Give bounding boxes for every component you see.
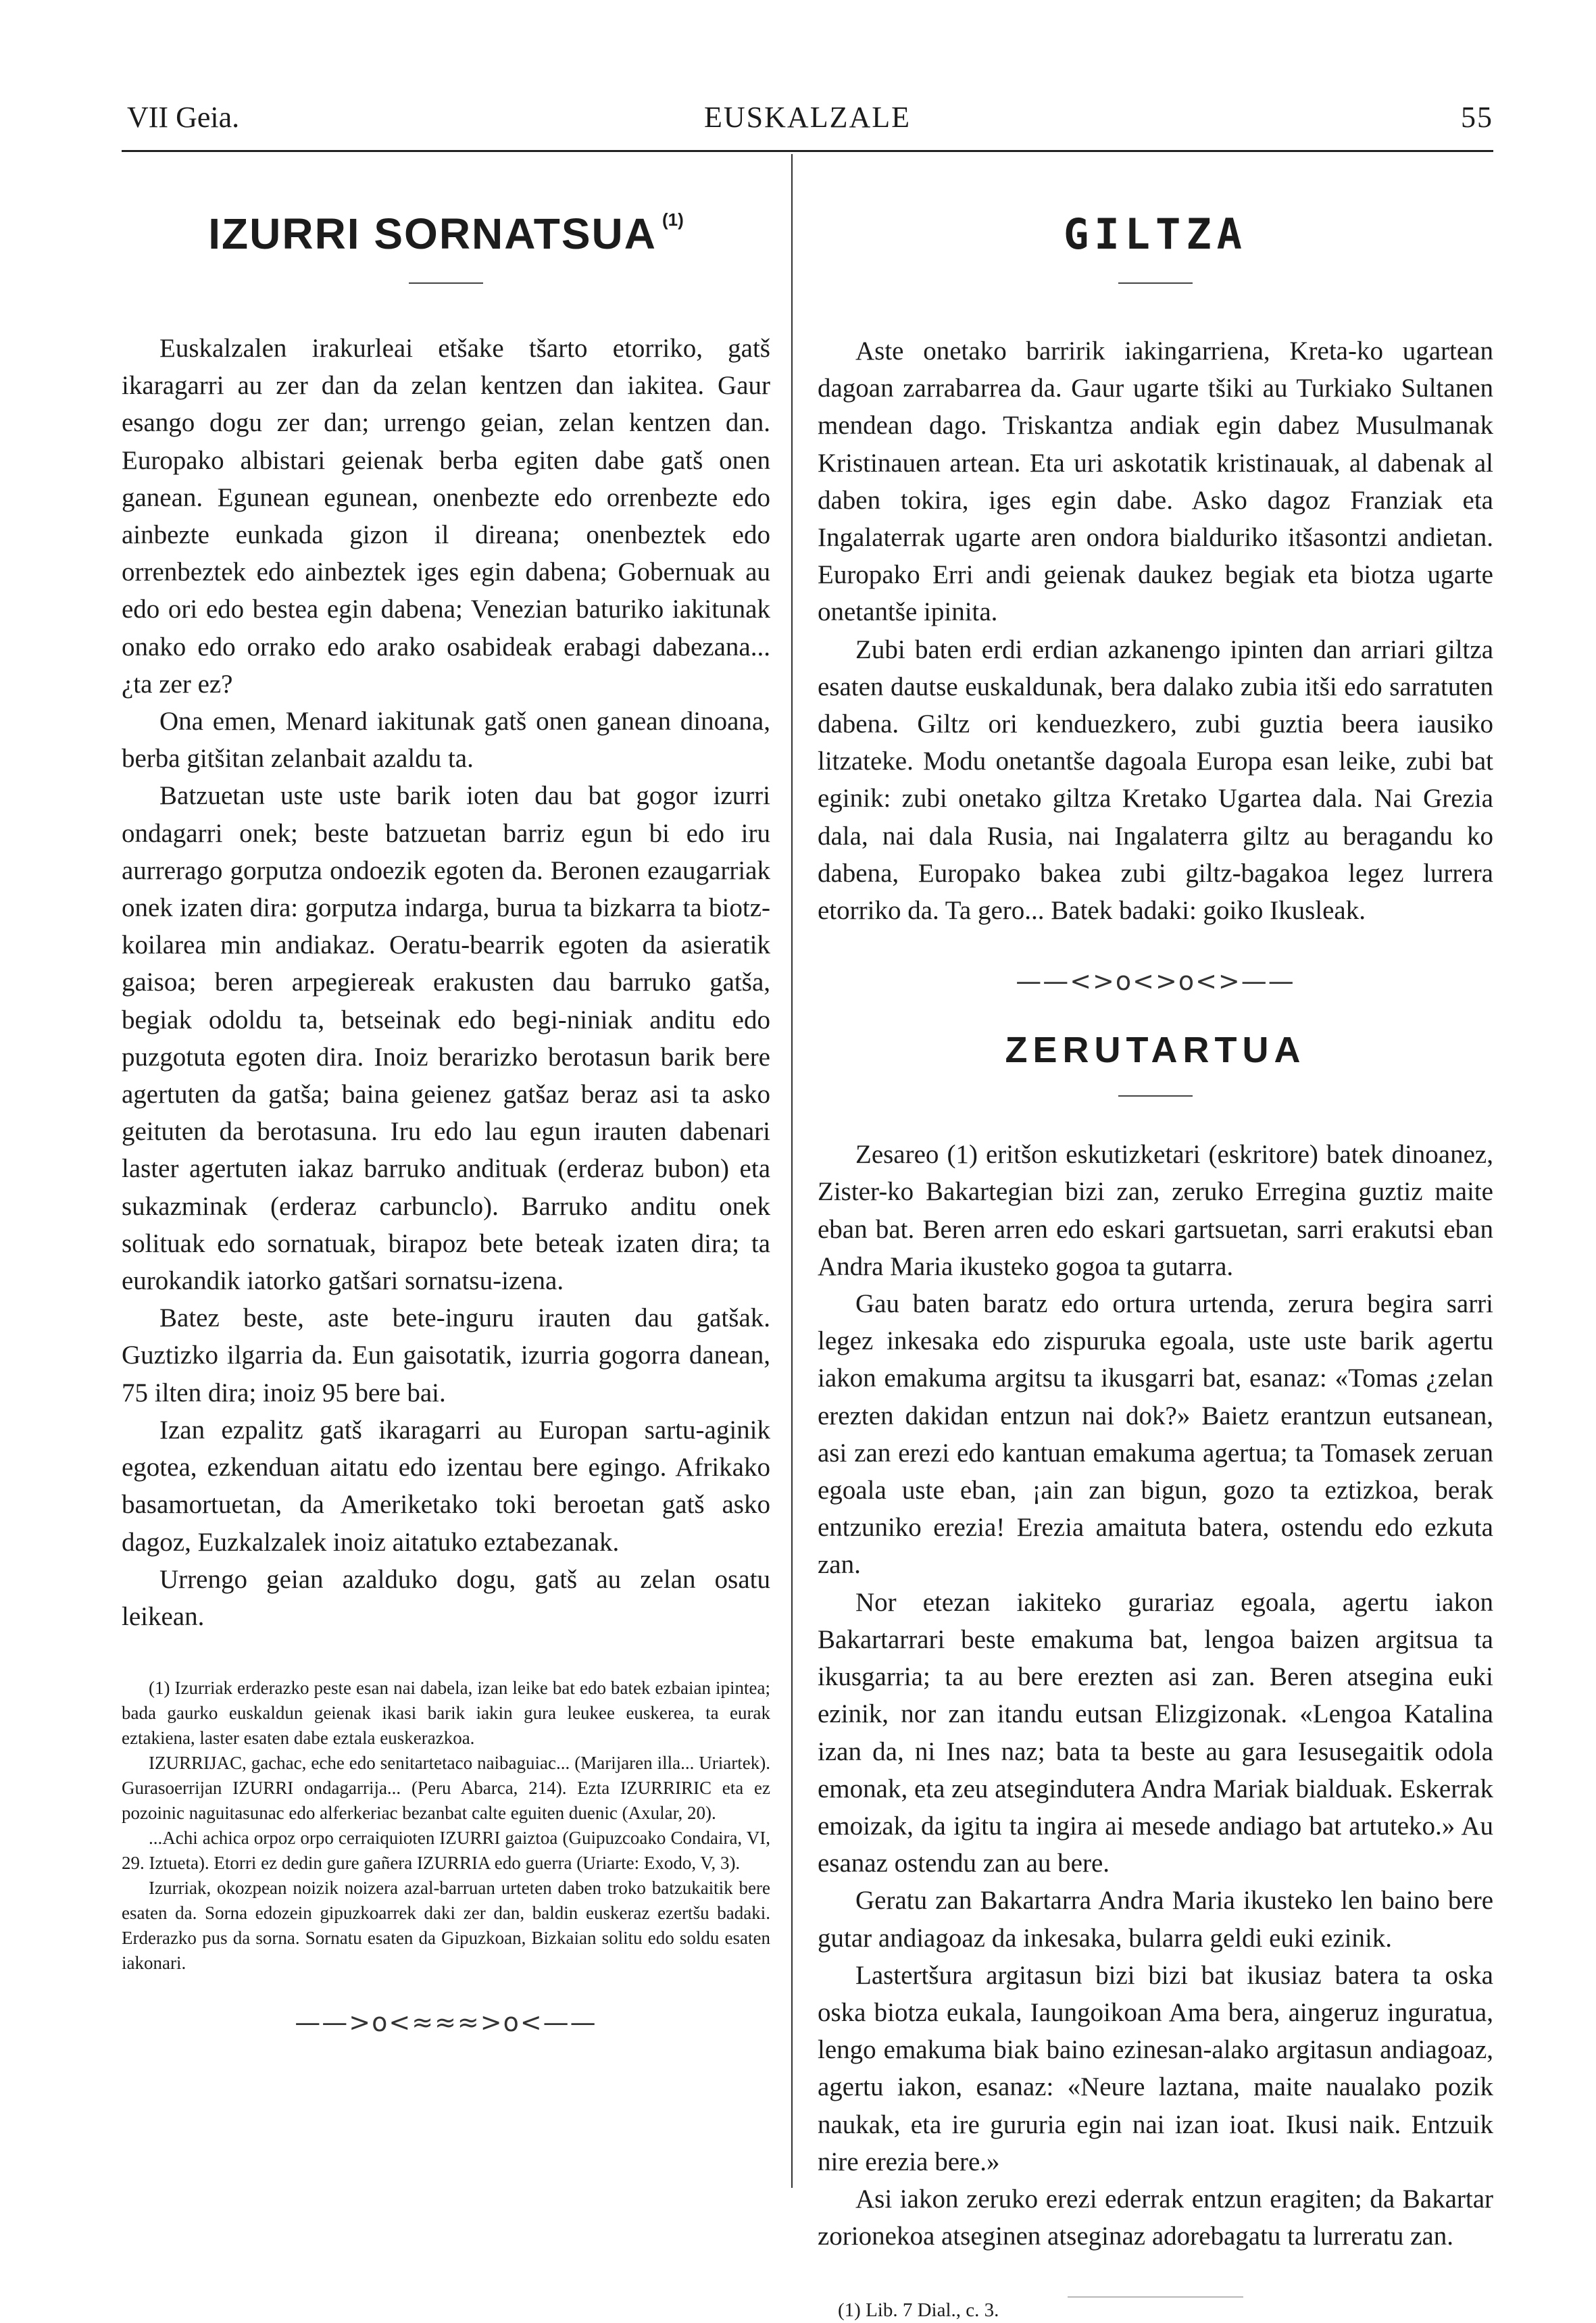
- title-footnote-mark: (1): [662, 209, 684, 230]
- journal-title: EUSKALZALE: [704, 101, 911, 134]
- paragraph: Lastertšura argitasun bizi bizi bat ikusiaz batera ta oska oska biotza eukala, Iaungoikoan Ama bera, aingeruz inguratua, lengo emakuma biak baino ezinesan-alako argitasun andiagoaz, agertu iakon, esanaz: «Neure laztana, maite naualako pozik naukak, eta ire gururia egin nai izan ioat. Ikusi naik. Entzuik nire erezia bere.»: [818, 1960, 1493, 2176]
- footnote: IZURRIJAC, gachac, eche edo senitartetaco naibaguiac... (Marijaren illa... Uriartek). Gurasoerrijan IZURRI ondagarrija... (Peru Abarca, 214). Ezta IZURRIRIC eta ez pozoinic naguitasunac edo alferkeriac bezanbat calte eguiten duenic (Axular, 20).: [122, 1753, 770, 1824]
- left-column: [122, 162, 770, 2038]
- title-rule: [1118, 1095, 1193, 1097]
- article-title-zerutartua: ZERUTARTUA: [1005, 1030, 1306, 1071]
- end-ornament: ——>o<≈≈≈>o<——: [295, 2007, 597, 2038]
- paragraph: Aste onetako barririk iakingarriena, Kreta-ko ugartean dagoan zarrabarrea da. Gaur ugarte tšiki au Turkiako Sultanen mendean dago. Triskantza andiak egin dabez Musulmanak Kristinauen artean. Eta uri askotatik kristinauak, al dabenak al daben tokira, iges egin dabe. Asko dagoz Franziak eta Ingalaterrak ugarte aren ondora bialduriko itšasontzi andietan. Europako Erri andi geienak daukez begiak eta biotza ugarte onetantše ipinita.: [818, 336, 1493, 627]
- column-divider: [791, 154, 793, 2188]
- paragraph: Ona emen, Menard iakitunak gatš onen ganean dinoana, berba gitšitan zelanbait azaldu ta.: [122, 707, 770, 774]
- footnotes: [122, 1676, 770, 1976]
- article-body-giltza: [818, 332, 1493, 929]
- header-rule: [122, 150, 1493, 152]
- footnote-right: [818, 2297, 1493, 2323]
- page-number: 55: [1461, 101, 1493, 134]
- footnote: (1) Izurriak erderazko peste esan nai dabela, izan leike bat edo batek ezbaian ipintea; bada gaurko euskaldun geienak ikasi barik iakin gura leukee euskerea, ta eurak eztakiena, laster esaten dabe eztala euskerazkoa.: [122, 1678, 770, 1749]
- article-title-izurri: [122, 209, 770, 258]
- article-title-giltza: GILTZA: [1064, 209, 1247, 259]
- footnote: ...Achi achica orpoz orpo cerraiquioten IZURRI gaiztoa (Guipuzcoako Condaira, VI, 29. Iztueta). Etorri ez dedin gure gañera IZURRIA edo guerra (Uriarte: Exodo, V, 3).: [122, 1828, 770, 1874]
- paragraph: Geratu zan Bakartarra Andra Maria ikusteko len baino bere gutar andiagoaz da inkesaka, bularra geldi euki ezinik.: [818, 1886, 1493, 1953]
- section-ornament: ——<>o<>o<>——: [1016, 966, 1295, 997]
- paragraph: Batez beste, aste bete-inguru irauten dau gatšak. Guztizko ilgarria da. Eun gaisotatik, izurria gogorra danean, 75 ilten dira; inoiz 95 bere bai.: [122, 1303, 770, 1407]
- title-text: IZURRI SORNATSUA: [208, 209, 657, 258]
- paragraph: Batzuetan uste uste barik ioten dau bat gogor izurri ondagarri onek; beste batzuetan barriz egun bi edo iru aurrerago gorputza ondoezik egoten da. Beronen ezaugarriak onek izaten dira: gorputza indarga, burua ta bizkarra ta biotz-koilarea min andiakaz. Oeratu-bearrik egoten da asieratik gaisoa; beren arpegiereak erakusten dau barruko gatša, begiak odoldu ta, betseinak edo begi-niniak anditu edo puzgotuta egoten dira. Inoiz berarizko berotasun barik bere agertuten da gatša; baina geienez gatšaz beraz asi ta asko geituten da berotasuna. Iru edo lau egun irauten dabenari laster agertuten iakaz barruko andituak (erderaz bubon) eta sukazminak (erderaz carbunclo). Barruko anditu onek solituak edo sornatuak, birapoz bete beteak izaten dira; ta eurokandik iatorko gatšari sornatsu-izena.: [122, 781, 770, 1296]
- right-column: [818, 162, 1493, 2323]
- paragraph: Zesareo (1) eritšon eskutizketari (eskritore) batek dinoanez, Zister-ko Bakartegian bizi zan, zeruko Erregina guztiz maite eban bat. Beren arren edo eskari gartsuetan, sarri erakutsi eban Andra Maria ikusteko gogoa ta gutarra.: [818, 1140, 1493, 1281]
- footnote-mark: (1): [838, 2299, 861, 2322]
- article-body-zerutartua: [818, 1136, 1493, 2255]
- article-body-izurri: [122, 330, 770, 1635]
- title-rule: [409, 282, 483, 284]
- paragraph: Urrengo geian azalduko dogu, gatš au zelan osatu leikean.: [122, 1564, 770, 1631]
- paragraph: Zubi baten erdi erdian azkanengo ipinten dan arriari giltza esaten dautse euskaldunak, bera dalako zubia itši edo sarratuten dabena. Giltz ori kenduezkero, zubi guztia beera iausiko litzateke. Modu onetantše dagoala Europa esan leike, zubi bat eginik: zubi onetako giltza Kretako Ugartea dala. Nai Grezia dala, nai dala Rusia, nai Ingalaterra giltz au beragandu ko dabena, Europako bakea zubi giltz-bagakoa legez lurrera etorriko da. Ta gero... Batek badaki: goiko Ikusleak.: [818, 634, 1493, 926]
- paragraph: Gau baten baratz edo ortura urtenda, zerura begira sarri legez inkesaka edo zispuruka egoala, uste uste barik agertu iakon emakuma argitsu ta ikusgarri bat, esanaz: «Tomas ¿zelan erezten dakidan entzun nai dok?» Baietz erantzun eutsanean, asi zan erezi edo kantuan emakuma agertua; ta Tomasek zeruan egoala uste eban, ¡ain zan bigun, gozo ta eztizkoa, berak entzuniko erezia! Erezia amaituta batera, ostendu edo ezkuta zan.: [818, 1289, 1493, 1580]
- paragraph: Izan ezpalitz gatš ikaragarri au Europan sartu-aginik egotea, ezkenduan aitatu edo izentau bere egingo. Afrikako basamortuetan, da Ameriketako toki beroetan gatš asko dagoz, Euzkalzalek inoiz aitatuko eztabezanak.: [122, 1415, 770, 1557]
- title-rule: [1118, 282, 1193, 284]
- footnote-text: Lib. 7 Dial., c. 3.: [866, 2299, 999, 2322]
- running-head: [122, 100, 1493, 147]
- section-label: VII Geia.: [127, 101, 240, 134]
- paragraph: Nor etezan iakiteko gurariaz egoala, agertu iakon Bakartarrari beste emakuma bat, lengoa baizen argitsua ta ikusgarria; ta au bere erezten asi zan. Beren atsegina euki ezinik, nor zan itandu eutsan Elizgizonak. «Lengoa Katalina izan da, ni Ines naz; bata ta beste au gara Iesusegaitik odola emonak, eta zeu atsegindutera Andra Mariak bialduak. Eskerrak emoizak, da igitu ta ingira ai mesede andiago bat artuteko.» Au esanaz ostendu zan au bere.: [818, 1587, 1493, 1878]
- paragraph: Asi iakon zeruko erezi ederrak entzun eragiten; da Bakartar zorionekoa atseginen atseginaz adorebagatu ta lurreratu zan.: [818, 2184, 1493, 2251]
- paragraph: Euskalzalen irakurleai etšake tšarto etorriko, gatš ikaragarri au zer dan da zelan kentzen dan iakitea. Gaur esango dogu zer dan; urrengo geian, zelan kentzen dan. Europako albistari geienak berba egiten dabe gatš onen ganean. Egunean egunean, onenbezte edo orrenbezte edo ainbezte eunkada gizon il direana; onenbeztek edo orrenbeztek edo ainbeztek iges egin dabena; Gobernuak au edo ori edo bestea egin dabena; Venezian baturiko iakitunak onako edo orrako edo arako osabideak erabagi dabezana... ¿ta zer ez?: [122, 334, 770, 699]
- footnote: Izurriak, okozpean noizik noizera azal-barruan urteten daben troko batzukaitik bere esaten da. Sorna edozein gipuzkoarrek daki zer dan, baldin euskeraz ezertšu badaki. Erderazko pus da sorna. Sornatu esaten da Gipuzkoan, Bizkaian solitu edo soldu esaten iakonari.: [122, 1878, 770, 1974]
